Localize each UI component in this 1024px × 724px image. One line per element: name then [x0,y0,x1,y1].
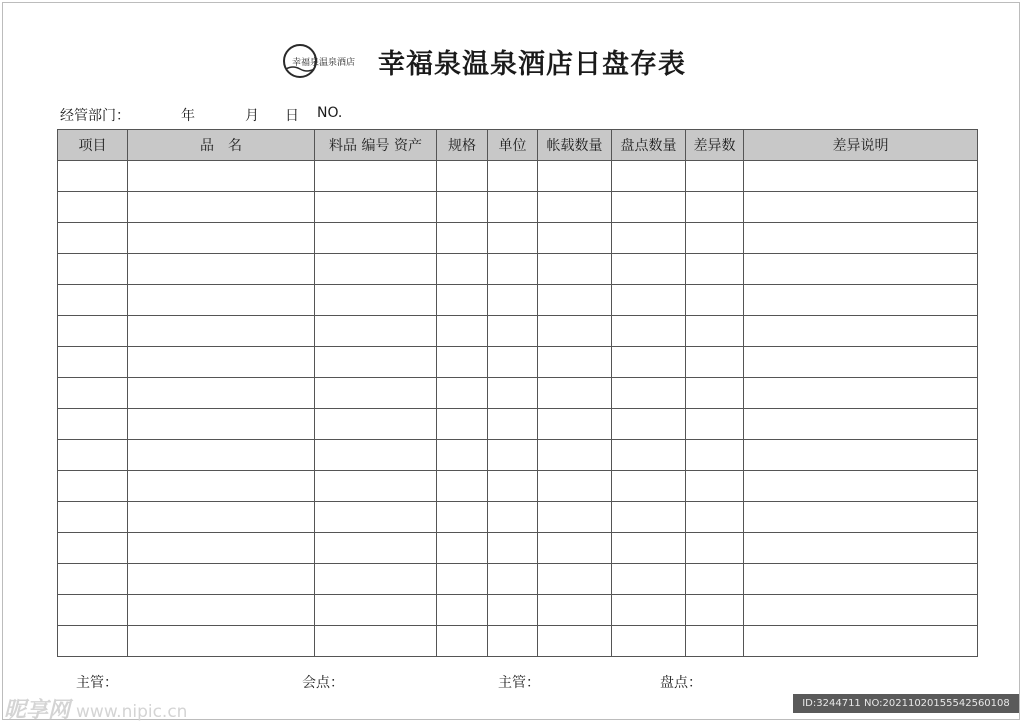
table-cell[interactable] [488,285,538,316]
table-cell[interactable] [612,533,686,564]
table-cell[interactable] [744,626,978,657]
table-cell[interactable] [744,161,978,192]
table-cell[interactable] [538,316,612,347]
table-cell[interactable] [58,254,128,285]
table-cell[interactable] [437,223,488,254]
table-cell[interactable] [128,471,315,502]
table-cell[interactable] [686,192,744,223]
table-cell[interactable] [538,223,612,254]
table-cell[interactable] [437,316,488,347]
table-row [58,564,978,595]
table-cell[interactable] [686,378,744,409]
table-cell[interactable] [58,316,128,347]
logo-text: 幸福泉温泉酒店 [292,58,356,68]
table-cell[interactable] [315,254,437,285]
table-cell[interactable] [58,502,128,533]
table-cell[interactable] [612,378,686,409]
col-header-product-name: 品 名 [128,130,315,161]
table-row [58,347,978,378]
table-cell[interactable] [612,223,686,254]
table-cell[interactable] [744,347,978,378]
table-cell[interactable] [58,192,128,223]
table-cell[interactable] [744,502,978,533]
table-cell[interactable] [612,347,686,378]
table-cell[interactable] [612,316,686,347]
table-cell[interactable] [315,626,437,657]
table-cell[interactable] [128,440,315,471]
table-cell[interactable] [315,440,437,471]
table-row [58,471,978,502]
table-cell[interactable] [437,285,488,316]
watermark-image-id: ID:3244711 NO:20211020155542560108 [793,694,1019,713]
table-cell[interactable] [612,502,686,533]
table-cell[interactable] [686,285,744,316]
col-header-difference: 差异数 [686,130,744,161]
footer-supervisor-label: 主管： [76,675,118,691]
year-label: 年 [181,108,195,124]
table-row [58,161,978,192]
table-cell[interactable] [315,409,437,440]
col-header-book-qty: 帐载数量 [538,130,612,161]
table-cell[interactable] [128,223,315,254]
table-cell[interactable] [538,564,612,595]
col-header-unit: 单位 [488,130,538,161]
table-cell[interactable] [538,378,612,409]
table-cell[interactable] [437,347,488,378]
table-row [58,440,978,471]
table-cell[interactable] [686,347,744,378]
table-row [58,285,978,316]
table-cell[interactable] [437,626,488,657]
table-cell[interactable] [58,161,128,192]
table-cell[interactable] [686,533,744,564]
table-cell[interactable] [612,626,686,657]
table-cell[interactable] [744,533,978,564]
table-cell[interactable] [744,471,978,502]
table-cell[interactable] [488,378,538,409]
table-cell[interactable] [128,533,315,564]
table-cell[interactable] [744,595,978,626]
table-row [58,595,978,626]
table-cell[interactable] [58,285,128,316]
table-row [58,254,978,285]
table-row [58,533,978,564]
table-cell[interactable] [686,440,744,471]
table-cell[interactable] [744,192,978,223]
table-cell[interactable] [437,564,488,595]
col-header-asset-code: 料品 编号 资产 [315,130,437,161]
table-cell[interactable] [58,595,128,626]
col-header-item: 项目 [58,130,128,161]
table-cell[interactable] [315,471,437,502]
table-cell[interactable] [538,440,612,471]
table-cell[interactable] [58,564,128,595]
table-cell[interactable] [488,564,538,595]
table-cell[interactable] [437,192,488,223]
table-cell[interactable] [315,223,437,254]
table-row [58,626,978,657]
table-cell[interactable] [686,316,744,347]
table-cell[interactable] [488,254,538,285]
table-cell[interactable] [488,192,538,223]
table-cell[interactable] [128,595,315,626]
table-cell[interactable] [686,223,744,254]
table-cell[interactable] [315,316,437,347]
table-row [58,378,978,409]
table-cell[interactable] [538,254,612,285]
table-cell[interactable] [437,471,488,502]
table-cell[interactable] [744,378,978,409]
table-cell[interactable] [58,626,128,657]
col-header-count-qty: 盘点数量 [612,130,686,161]
table-cell[interactable] [488,533,538,564]
table-cell[interactable] [686,502,744,533]
table-cell[interactable] [437,595,488,626]
table-cell[interactable] [744,564,978,595]
watermark-site [4,693,187,724]
table-cell[interactable] [488,316,538,347]
table-cell[interactable] [488,595,538,626]
table-cell[interactable] [538,533,612,564]
table-cell[interactable] [128,254,315,285]
table-cell[interactable] [488,502,538,533]
table-cell[interactable] [488,440,538,471]
table-cell[interactable] [538,347,612,378]
footer-meeting-check-label: 会点： [302,675,344,691]
table-cell[interactable] [128,378,315,409]
table-cell[interactable] [686,626,744,657]
table-cell[interactable] [538,285,612,316]
table-cell[interactable] [128,626,315,657]
number-label: NO. [317,105,343,121]
table-cell[interactable] [58,223,128,254]
table-cell[interactable] [128,409,315,440]
table-cell[interactable] [315,595,437,626]
table-cell[interactable] [538,595,612,626]
table-cell[interactable] [612,409,686,440]
table-cell[interactable] [315,533,437,564]
table-cell[interactable] [686,409,744,440]
watermark-site-url: www.nipic.cn [76,702,188,722]
table-cell[interactable] [437,409,488,440]
table-cell[interactable] [437,378,488,409]
table-cell[interactable] [437,502,488,533]
table-cell[interactable] [488,409,538,440]
table-cell[interactable] [437,533,488,564]
table-row [58,223,978,254]
table-cell[interactable] [612,471,686,502]
table-cell[interactable] [128,347,315,378]
table-cell[interactable] [128,564,315,595]
table-row [58,316,978,347]
table-cell[interactable] [538,502,612,533]
table-cell[interactable] [612,192,686,223]
page-title: 幸福泉温泉酒店日盘存表 [378,49,686,80]
table-cell[interactable] [315,502,437,533]
table-cell[interactable] [488,161,538,192]
footer-stock-check-label: 盘点： [660,675,702,691]
table-cell[interactable] [58,378,128,409]
footer-supervisor2-label: 主管： [498,675,540,691]
table-cell[interactable] [612,254,686,285]
table-cell[interactable] [538,192,612,223]
table-cell[interactable] [437,254,488,285]
table-cell[interactable] [686,564,744,595]
table-cell[interactable] [488,223,538,254]
month-label: 月 [245,108,259,124]
table-cell[interactable] [128,192,315,223]
table-cell[interactable] [744,316,978,347]
hotel-logo [281,42,361,82]
table-cell[interactable] [538,471,612,502]
table-cell[interactable] [744,440,978,471]
table-cell[interactable] [58,471,128,502]
table-cell[interactable] [128,502,315,533]
table-cell[interactable] [437,440,488,471]
table-cell[interactable] [58,533,128,564]
table-cell[interactable] [538,161,612,192]
table-cell[interactable] [612,161,686,192]
col-header-diff-note: 差异说明 [744,130,978,161]
table-cell[interactable] [315,285,437,316]
table-cell[interactable] [315,564,437,595]
table-cell[interactable] [128,285,315,316]
table-row [58,502,978,533]
table-cell[interactable] [128,161,315,192]
table-cell[interactable] [686,161,744,192]
table-cell[interactable] [58,409,128,440]
table-cell[interactable] [488,347,538,378]
table-cell[interactable] [538,626,612,657]
table-cell[interactable] [315,161,437,192]
inventory-table [57,129,978,657]
table-cell[interactable] [58,440,128,471]
table-cell[interactable] [612,285,686,316]
table-cell[interactable] [612,595,686,626]
col-header-spec: 规格 [437,130,488,161]
day-label: 日 [285,108,299,124]
table-cell[interactable] [686,471,744,502]
table-cell[interactable] [128,316,315,347]
table-cell[interactable] [612,564,686,595]
watermark-site-logo: 昵享网 [4,697,71,723]
table-cell[interactable] [744,223,978,254]
table-row [58,192,978,223]
table-cell[interactable] [315,347,437,378]
table-cell[interactable] [437,161,488,192]
table-cell[interactable] [488,626,538,657]
table-cell[interactable] [315,192,437,223]
table-cell[interactable] [744,285,978,316]
table-cell[interactable] [744,409,978,440]
table-cell[interactable] [538,409,612,440]
table-cell[interactable] [686,254,744,285]
table-cell[interactable] [315,378,437,409]
department-label: 经管部门： [60,108,130,124]
table-cell[interactable] [58,347,128,378]
table-cell[interactable] [686,595,744,626]
table-cell[interactable] [744,254,978,285]
table-cell[interactable] [488,471,538,502]
table-cell[interactable] [612,440,686,471]
table-row [58,409,978,440]
table-header-row [58,130,978,161]
